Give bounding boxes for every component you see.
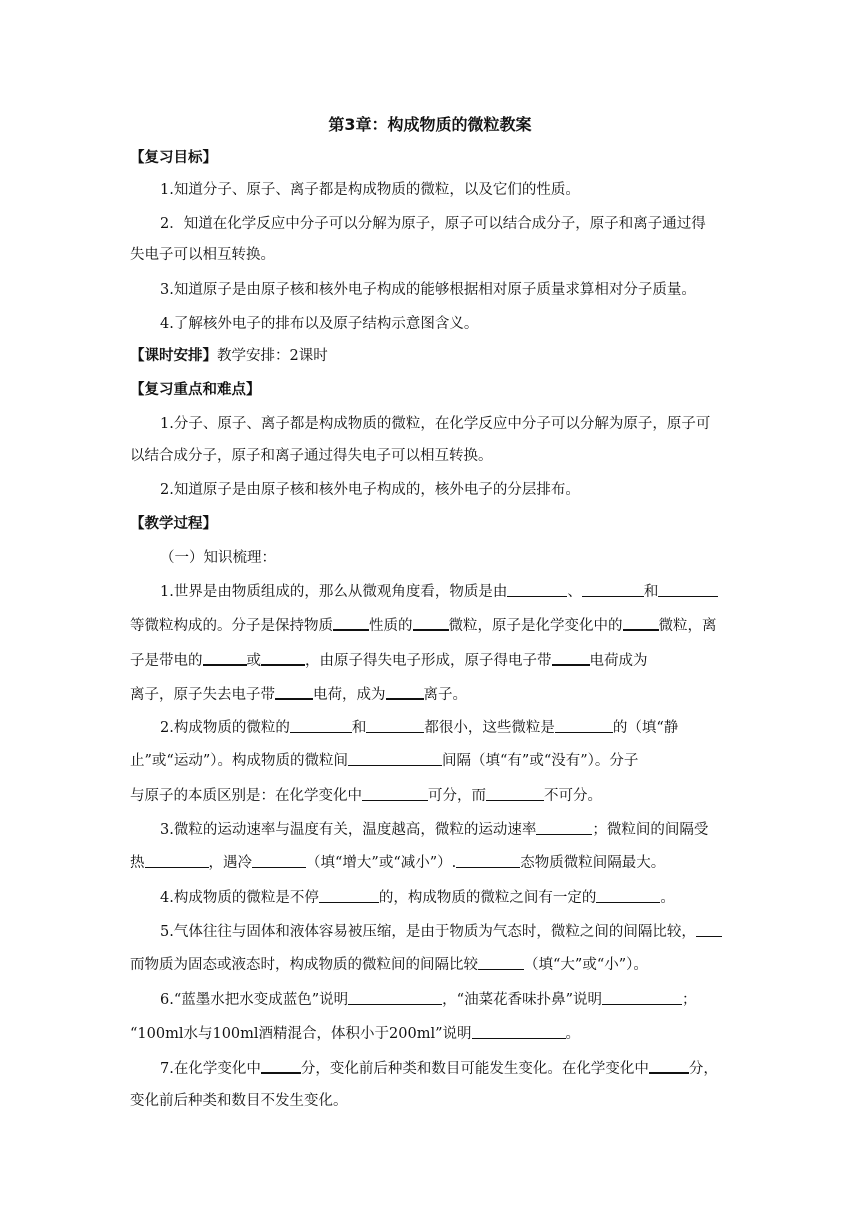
blank[interactable] [649, 1058, 689, 1074]
q7-line-1: 7.在化学变化中 分，变化前后种类和数目可能发生变化。在化学变化中 分， [160, 1058, 740, 1079]
blank[interactable] [478, 955, 524, 970]
blank[interactable] [486, 786, 544, 801]
blank[interactable] [261, 650, 305, 666]
q2-line-3: 与原子的本质区别是：在化学变化中 可分，而 不可分。 [130, 788, 602, 804]
q5-line-2: 而物质为固态或液态时，构成物质的微粒间的间隔比较 （填“大”或“小”）。 [130, 957, 648, 973]
teaching-process-heading: 【教学过程】 [130, 516, 217, 532]
goal-2-line-2: 失电子可以相互转换。 [130, 247, 275, 263]
q6-line-1: 6.“蓝墨水把水变成蓝色”说明 ，“油菜花香味扑鼻”说明 ； [160, 992, 697, 1008]
page-title: 第3章：构成物质的微粒教案 [328, 115, 532, 134]
blank[interactable] [319, 888, 379, 903]
q1-line-3: 子是带电的 或 ，由原子得失电子形成，原子得电子带 电荷成为 [130, 650, 740, 671]
blank[interactable] [333, 615, 369, 631]
q3-line-1: 3.微粒的运动速率与温度有关，温度越高，微粒的运动速率 ；微粒间的间隔受 [160, 822, 709, 838]
blank[interactable] [252, 853, 306, 868]
blank[interactable] [602, 990, 682, 1005]
knowledge-review-heading: （一）知识梳理： [160, 550, 276, 566]
blank[interactable] [261, 1058, 301, 1074]
key-point-1-line-1: 1.分子、原子、离子都是构成物质的微粒，在化学反应中分子可以分解为原子，原子可 [160, 416, 711, 432]
review-goals-heading: 【复习目标】 [130, 150, 217, 166]
blank[interactable] [348, 990, 442, 1005]
blank[interactable] [596, 888, 660, 903]
goal-3: 3.知道原子是由原子核和核外电子构成的能够根据相对原子质量求算相对分子质量。 [160, 282, 696, 298]
blank[interactable] [456, 853, 520, 868]
q1-line-2: 等微粒构成的。分子是保持物质 性质的 微粒，原子是化学变化中的 微粒，离 [130, 615, 740, 636]
blank[interactable] [275, 684, 313, 700]
blank[interactable] [555, 718, 613, 733]
q2-line-1: 2.构成物质的微粒的 和 都很小，这些微粒是 的（填“静 [160, 720, 679, 736]
blank[interactable] [413, 615, 449, 631]
blank[interactable] [362, 786, 428, 801]
goal-4: 4.了解核外电子的排布以及原子结构示意图含义。 [160, 316, 479, 332]
key-points-heading: 【复习重点和难点】 [130, 382, 261, 398]
blank[interactable] [658, 582, 718, 597]
blank[interactable] [696, 922, 722, 937]
blank[interactable] [472, 1024, 566, 1039]
schedule-line [130, 346, 740, 366]
q2-line-2: 止”或“运动”）。构成物质的微粒间 间隔（填“有”或“没有”）。分子 [130, 753, 639, 769]
blank[interactable] [582, 582, 644, 597]
key-point-2: 2.知道原子是由原子核和核外电子构成的，核外电子的分层排布。 [160, 482, 580, 498]
q5-line-1: 5.气体往往与固体和液体容易被压缩，是由于物质为气态时，微粒之间的间隔比较， [160, 922, 740, 942]
blank[interactable] [623, 615, 659, 631]
goal-1: 1.知道分子、原子、离子都是构成物质的微粒，以及它们的性质。 [160, 182, 580, 198]
q1-line-1: 1.世界是由物质组成的，那么从微观角度看，物质是由 、 和 [160, 582, 740, 602]
goal-2-line-1: 2．知道在化学反应中分子可以分解为原子，原子可以结合成分子，原子和离子通过得 [160, 216, 706, 232]
q7-line-2: 变化前后种类和数目不发生变化。 [130, 1093, 348, 1109]
blank[interactable] [290, 718, 352, 733]
schedule-heading: 【课时安排】 [130, 348, 217, 364]
blank[interactable] [366, 718, 424, 733]
blank[interactable] [348, 751, 442, 766]
blank[interactable] [203, 650, 247, 666]
blank[interactable] [145, 853, 209, 868]
blank[interactable] [552, 650, 590, 666]
q6-line-2: “100ml水与100ml酒精混合，体积小于200ml”说明 。 [130, 1026, 581, 1042]
blank[interactable] [386, 684, 424, 700]
blank[interactable] [536, 820, 592, 835]
q1-line-4: 离子，原子失去电子带 电荷，成为 离子。 [130, 684, 740, 705]
schedule-text: 教学安排：2课时 [217, 348, 328, 364]
q4-line-1: 4.构成物质的微粒是不停 的，构成物质的微粒之间有一定的 。 [160, 890, 675, 906]
q3-line-2: 热 ，遇冷 （填“增大”或“减小”）. 态物质微粒间隔最大。 [130, 855, 666, 871]
key-point-1-line-2: 以结合成分子，原子和离子通过得失电子可以相互转换。 [130, 448, 493, 464]
blank[interactable] [507, 582, 567, 597]
